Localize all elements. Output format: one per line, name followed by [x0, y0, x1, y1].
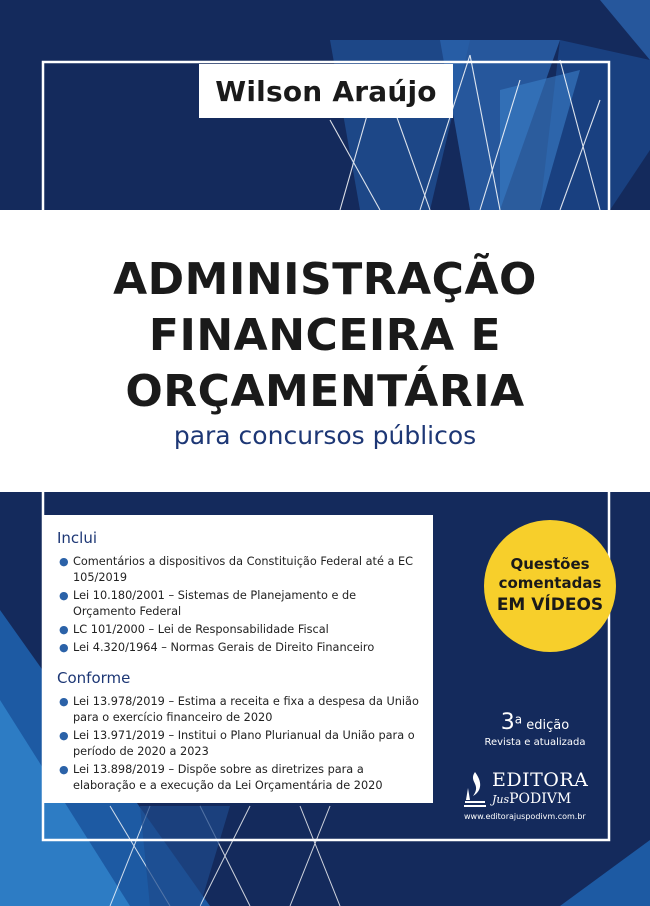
publisher-name: EDITORA [492, 769, 589, 791]
book-subtitle: para concursos públicos [173, 421, 477, 450]
inclui-list [57, 554, 419, 658]
badge-line-3: EM VÍDEOS [496, 595, 604, 615]
bullet-icon: ● [59, 641, 69, 654]
bullet-icon: ● [59, 763, 69, 776]
edition-word: edição [526, 718, 570, 733]
badge-line-1: Questões [510, 555, 590, 573]
edition-ordinal: a [514, 712, 523, 727]
book-title-line-3: ORÇAMENTÁRIA [125, 366, 525, 417]
book-title-line-1: ADMINISTRAÇÃO [113, 254, 537, 305]
publisher-url: www.editorajuspodivm.com.br [464, 812, 586, 821]
video-badge [484, 520, 616, 652]
bullet-icon: ● [59, 729, 69, 742]
book-title-line-2: FINANCEIRA E [148, 310, 502, 361]
conforme-list [57, 694, 419, 796]
publisher-flame-icon [462, 770, 488, 810]
list-item: ● Lei 13.978/2019 – Estima a receita e fixa a despesa da União para o exercício financeiro de 2020 [59, 695, 419, 724]
bullet-icon: ● [59, 589, 69, 602]
edition-info [470, 710, 600, 748]
edition-note: Revista e atualizada [484, 737, 586, 748]
bullet-icon: ● [59, 695, 69, 708]
bullet-icon: ● [59, 623, 69, 636]
list-item: ● LC 101/2000 – Lei de Responsabilidade Fiscal [59, 623, 329, 636]
author-box [199, 64, 453, 118]
list-item: ● Lei 13.971/2019 – Institui o Plano Plurianual da União para o período de 2020 a 2023 [59, 729, 415, 758]
list-item: ● Lei 4.320/1964 – Normas Gerais de Direito Financeiro [59, 641, 375, 654]
list-item: ● Lei 10.180/2001 – Sistemas de Planejamento e de Orçamento Federal [59, 589, 357, 618]
edition-label [470, 710, 600, 735]
publisher-subname: JusPODIVM [492, 791, 572, 807]
edition-number: 3 [500, 710, 515, 735]
author-name: Wilson Araújo [215, 74, 437, 108]
list-item: ● Lei 13.898/2019 – Dispõe sobre as diretrizes para a elaboração e a execução da Lei Orçamentária de 2020 [59, 763, 383, 792]
publisher-logo [462, 768, 602, 828]
badge-line-2: comentadas [498, 574, 602, 592]
inclui-heading: Inclui [57, 529, 98, 547]
conforme-heading: Conforme [57, 669, 131, 687]
contents-info-box [43, 515, 433, 803]
bullet-icon: ● [59, 555, 69, 568]
list-item: ● Comentários a dispositivos da Constituição Federal até a EC 105/2019 [59, 555, 414, 584]
